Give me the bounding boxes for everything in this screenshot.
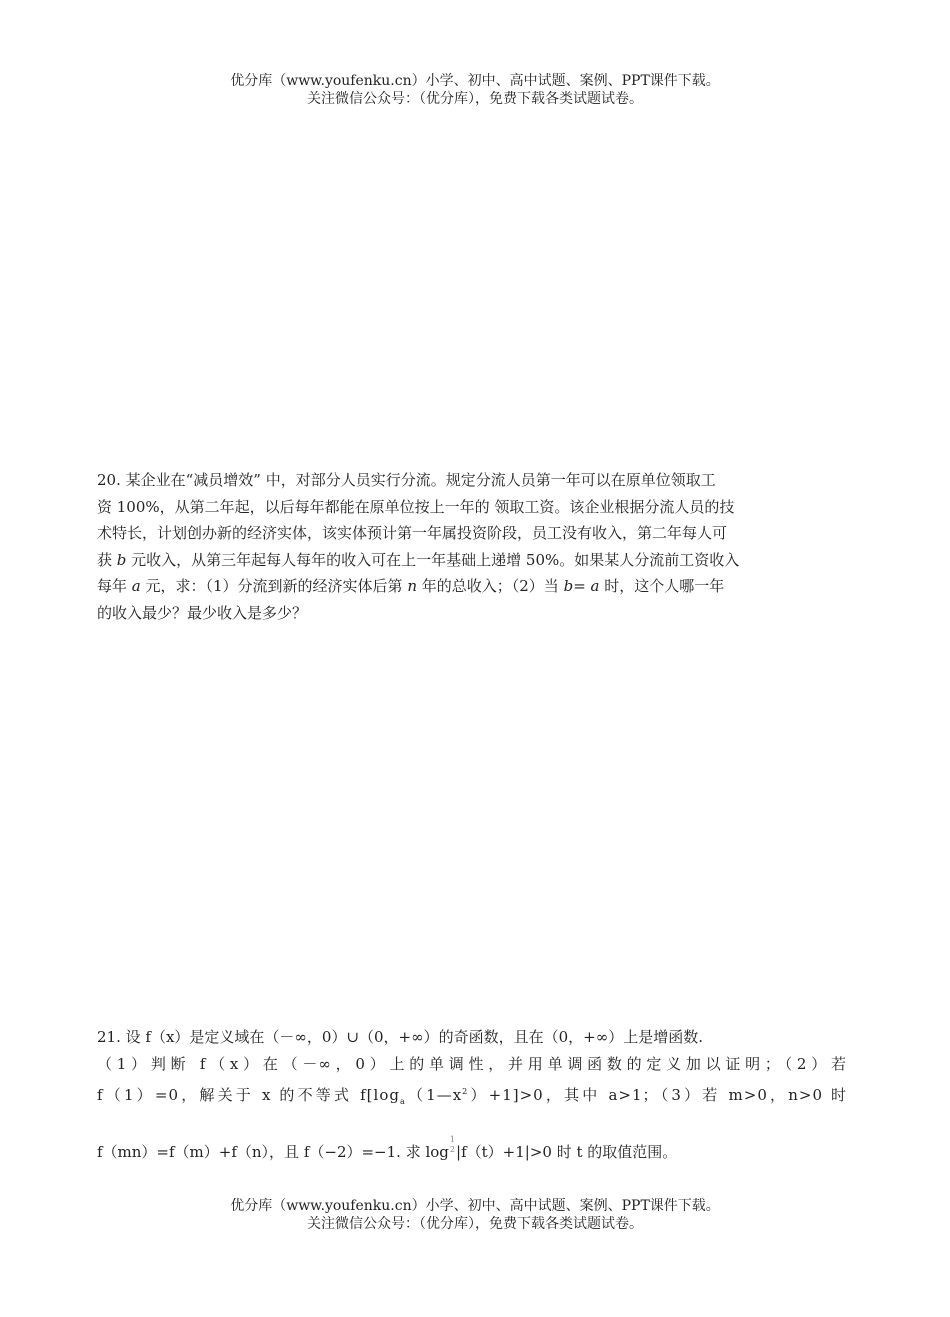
p20-line-1: 20. 某企业在“减员增效” 中，对部分人员实行分流。规定分流人员第一年可以在原单位领取工 <box>97 471 716 489</box>
p20-text: 元，求：（1）分流到新的经济实体后第 <box>140 577 408 595</box>
var-a: a <box>590 577 600 595</box>
exponent-sup: 2 <box>462 1087 469 1096</box>
page-header <box>0 72 950 108</box>
p20-text: = <box>573 577 591 595</box>
p20-line-3: 术特长，计划创办新的经济实体，该实体预计第一年属投资阶段，员工没有收入，第二年每人可 <box>97 524 728 542</box>
footer-line-2: 关注微信公众号：（优分库），免费下载各类试题试卷。 <box>307 1216 643 1232</box>
var-a: a <box>131 577 141 595</box>
p20-text: 每年 <box>97 577 132 595</box>
page-footer <box>0 1197 950 1233</box>
problem-21 <box>97 1024 847 1166</box>
p20-text: 获 <box>97 550 117 569</box>
p21-line-2: （1）判断 f（x）在（－∞，0）上的单调性，并用单调函数的定义加以证明；（2）若 <box>97 1055 847 1073</box>
log-base-fraction <box>450 1135 455 1155</box>
p20-line-6: 的收入最少？最少收入是多少？ <box>97 603 308 622</box>
log-base-sub: a <box>399 1097 406 1106</box>
p21-text: （1—x <box>405 1086 463 1104</box>
p21-line-4 <box>97 1135 847 1166</box>
problem-20 <box>97 467 847 626</box>
var-b: b <box>563 577 574 595</box>
p20-line-5 <box>97 573 847 600</box>
p21-line-3 <box>97 1078 847 1115</box>
var-b: b <box>116 550 127 569</box>
p21-line-1: 21. 设 f（x）是定义域在（－∞，0）∪（0，+∞）的奇函数，且在（0，+∞）上是增函数. <box>97 1028 703 1046</box>
line-gap <box>97 1115 847 1139</box>
p20-text: 元收入，从第三年起每人每年的收入可在上一年基础上递增 50%。如果某人分流前工资收入 <box>126 550 740 569</box>
fraction-denominator: 2 <box>449 1145 456 1154</box>
p21-text: |f（t）+1|>0 时 t 的取值范围。 <box>456 1143 678 1161</box>
header-line-1: 优分库（www.youfenku.cn）小学、初中、高中试题、案例、PPT课件下载。 <box>230 73 720 89</box>
fraction-numerator: 1 <box>449 1135 456 1144</box>
header-line-2: 关注微信公众号：（优分库），免费下载各类试题试卷。 <box>307 91 643 107</box>
footer-line-1: 优分库（www.youfenku.cn）小学、初中、高中试题、案例、PPT课件下载。 <box>230 1198 720 1214</box>
p20-line-2: 资 100%，从第二年起，以后每年都能在原单位按上一年的 领取工资。该企业根据分流人员的技 <box>97 497 735 516</box>
p21-text: f（1）=0，解关于 x 的不等式 f[log <box>97 1086 400 1104</box>
p21-text: f（mn）=f（m）+f（n），且 f（−2）=−1. 求 log <box>97 1143 449 1161</box>
var-n: n <box>407 577 417 595</box>
p20-line-4 <box>97 547 847 574</box>
p20-text: 年的总收入；（2）当 <box>417 577 564 595</box>
p21-text: ）+1]>0，其中 a>1；（3）若 m>0，n>0 时 <box>468 1086 847 1104</box>
p20-text: 时，这个人哪一年 <box>599 577 725 595</box>
